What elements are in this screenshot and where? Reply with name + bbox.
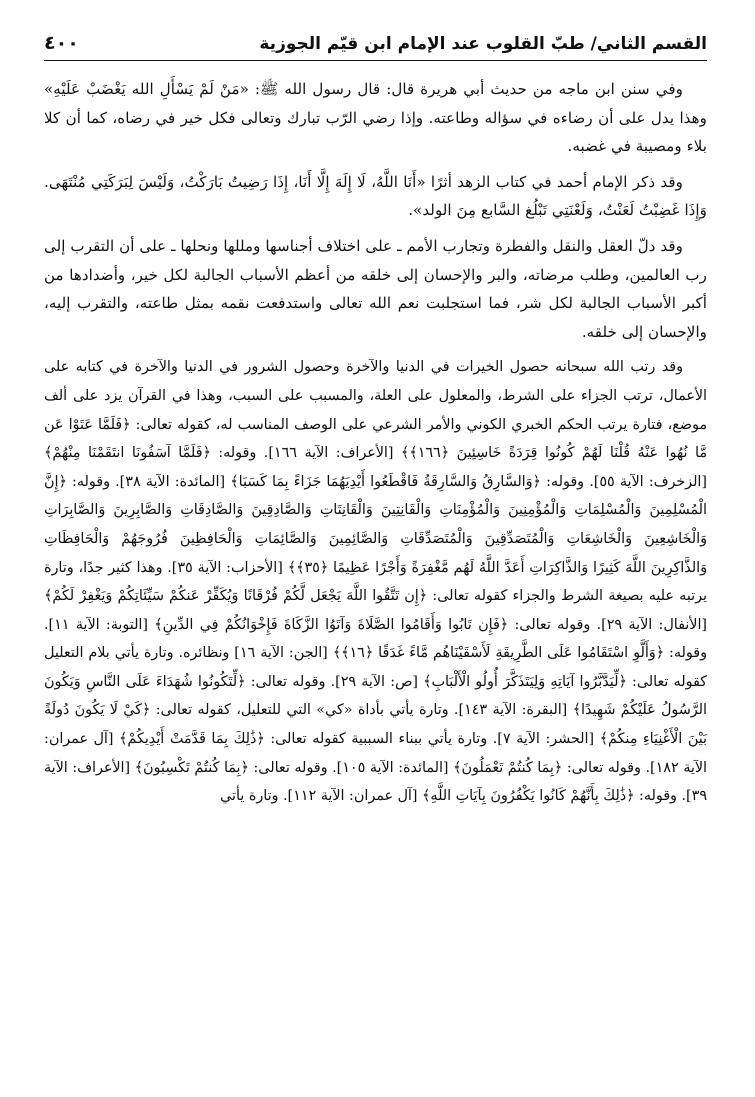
running-header xyxy=(44,32,707,61)
running-title: القسم الثاني/ طبّ القلوب عند الإمام ابن قيّم الجوزية xyxy=(259,34,707,54)
paragraph-reason-and-experience: وقد دلّ العقل والنقل والفطرة وتجارب الأمم ـ على اختلاف أجناسها ومللها ونحلها ـ على أن التقرب إلى رب العالمين، وطلب مرضاته، والبر والإحسان إلى خلقه من أعظم الأسباب الجالبة لكل خير، وأضدادها من أكبر الأسباب الجالبة لكل شر، فما استجلبت نعم الله تعالى واستدفعت نقمه بمثل طاعته، والتقرب إليه، والإحسان إلى خلقه. xyxy=(44,236,707,341)
body-text xyxy=(44,75,707,811)
paragraph-hadith-ibn-majah: وفي سنن ابن ماجه من حديث أبي هريرة قال: قال رسول الله ﷺ: «مَنْ لَمْ يَسْأَلِ الله يَغْضَبْ عَلَيْهِ» وهذا يدل على أن رضاءه في سؤاله وطاعته. وإذا رضي الرّب تبارك وتعالى فكل خير في رضاه، كما أن كلا بلاء ومصيبة في غضبه. xyxy=(44,80,707,156)
page-number: ٤٠٠ xyxy=(44,32,79,54)
paragraph-quranic-causality: وقد رتب الله سبحانه حصول الخيرات في الدنيا والآخرة وحصول الشرور في الدنيا والآخرة في كتابه على الأعمال، ترتب الجزاء على الشرط، والمعلول على العلة، والمسبب على السبب، وهذا في القرآن يزد على ألف موضع، فتارة يرتب الحكم الخبري الكوني والأمر الشرعي على الوصف المناسب له، كقوله تعالى: ﴿فَلَمَّا عَتَوْا عَن مَّا نُهُوا عَنْهُ قُلْنَا لَهُمْ كُونُوا قِرَدَةً خَاسِئِينَ ﴿١٦٦﴾﴾ [الأعراف: الآية ١٦٦]. وقوله: ﴿فَلَمَّا آسَفُونَا انتَقَمْنَا مِنْهُمْ﴾ [الزخرف: الآية ٥٥]. وقوله: ﴿وَالسَّارِقُ وَالسَّارِقَةُ فَاقْطَعُوا أَيْدِيَهُمَا جَزَاءً بِمَا كَسَبَا﴾ [المائدة: الآية ٣٨]. وقوله: ﴿إِنَّ الْمُسْلِمِينَ وَالْمُسْلِمَاتِ وَالْمُؤْمِنِينَ وَالْمُؤْمِنَاتِ وَالْقَانِتِينَ وَالْقَانِتَاتِ وَالصَّادِقِينَ وَالصَّادِقَاتِ وَالصَّابِرِينَ وَالصَّابِرَاتِ وَالْخَاشِعِينَ وَالْخَاشِعَاتِ وَالْمُتَصَدِّقِينَ وَالْمُتَصَدِّقَاتِ وَالصَّائِمِينَ وَالصَّائِمَاتِ وَالْحَافِظِينَ فُرُوجَهُمْ وَالْحَافِظَاتِ وَالذَّاكِرِينَ اللَّهَ كَثِيرًا وَالذَّاكِرَاتِ أَعَدَّ اللَّهُ لَهُم مَّغْفِرَةً وَأَجْرًا عَظِيمًا ﴿٣٥﴾﴾ [الأحزاب: الآية ٣٥]. وهذا كثير جدًا، وتارة يرتبه عليه بصيغة الشرط والجزاء كقوله تعالى: ﴿إِن تَتَّقُوا اللَّهَ يَجْعَل لَّكُمْ فُرْقَانًا وَيُكَفِّرْ عَنكُمْ سَيِّئَاتِكُمْ وَيَغْفِرْ لَكُمْ﴾ [الأنفال: الآية ٢٩]. وقوله تعالى: ﴿فَإِن تَابُوا وَأَقَامُوا الصَّلَاةَ وَآتَوُا الزَّكَاةَ فَإِخْوَانُكُمْ فِي الدِّينِ﴾ [التوبة: الآية ١١]. وقوله: ﴿وَأَلَّوِ اسْتَقَامُوا عَلَى الطَّرِيقَةِ لَأَسْقَيْنَاهُم مَّاءً غَدَقًا ﴿١٦﴾﴾ [الجن: الآية ١٦] ونظائره. وتارة يأتي بلام التعليل كقوله تعالى: ﴿لِّيَدَّبَّرُوا آيَاتِهِ وَلِيَتَذَكَّرَ أُولُو الْأَلْبَابِ﴾ [ص: الآية ٢٩]. وقوله تعالى: ﴿لِّتَكُونُوا شُهَدَاءَ عَلَى النَّاسِ وَيَكُونَ الرَّسُولُ عَلَيْكُمْ شَهِيدًا﴾ [البقرة: الآية ١٤٣]. وتارة يأتي بأداة «كي» التي للتعليل، كقوله تعالى: ﴿كَيْ لَا يَكُونَ دُولَةً بَيْنَ الْأَغْنِيَاءِ مِنكُمْ﴾ [الحشر: الآية ٧]. وتارة يأتي ببناء السببية كقوله تعالى: ﴿ذَٰلِكَ بِمَا قَدَّمَتْ أَيْدِيكُمْ﴾ [آل عمران: الآية ١٨٢]. وقوله تعالى: ﴿بِمَا كُنتُمْ تَعْمَلُونَ﴾ [المائدة: الآية ١٠٥]. وقوله تعالى: ﴿بِمَا كُنتُمْ تَكْسِبُونَ﴾ [الأعراف: الآية ٣٩]. وقوله: ﴿ذَٰلِكَ بِأَنَّهُمْ كَانُوا يَكْفُرُونَ بِآيَاتِ اللَّهِ﴾ [آل عمران: الآية ١١٢]. وتارة يأتي xyxy=(44,359,707,805)
paragraph-athar-ahmad: وقد ذكر الإمام أحمد في كتاب الزهد أثرًا «أَنَا اللَّهُ، لَا إِلَهَ إِلَّا أَنَا، إِذَا رَضِيتُ بَارَكْتُ، وَلَيْسَ لِبَرَكَتِي مُنْتَهَى. وَإِذَا غَضِبْتُ لَعَنْتُ، وَلَعْنَتِي تَبْلُغ السَّابع مِنَ الولد». xyxy=(44,172,707,220)
